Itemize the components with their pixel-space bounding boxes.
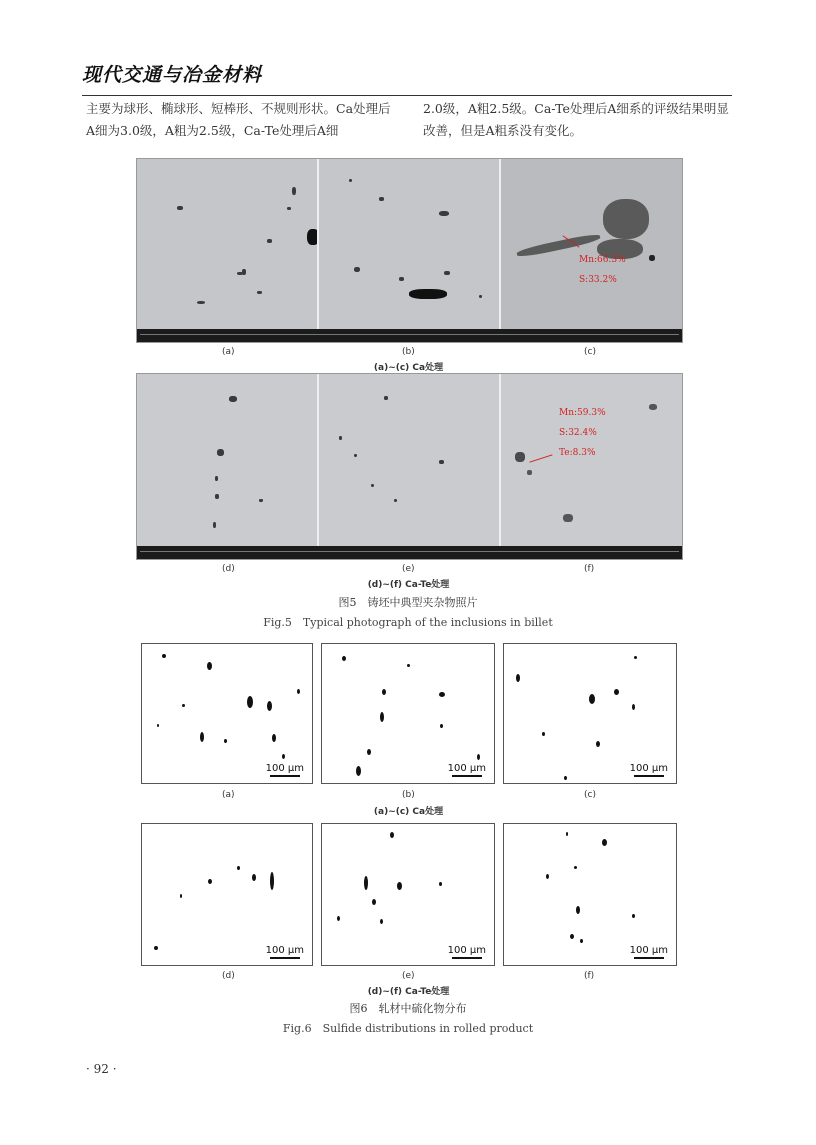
journal-title: 现代交通与冶金材料 — [82, 64, 263, 86]
fig5-f-s-annotation: S:32.4% — [559, 428, 597, 438]
body-column-left: 主要为球形、椭球形、短棒形、不规则形状。Ca处理后A细为3.0级，A粗为2.5级，Ca-Te处理后A细 — [86, 101, 391, 138]
fig5-panel-d — [137, 374, 318, 546]
fig5-row1-databar — [137, 329, 682, 342]
fig5-group-label-1: (a)~(c) Ca处理 — [373, 363, 444, 373]
fig5-caption-cn: 图5 铸坯中典型夹杂物照片 — [338, 596, 478, 609]
fig6-label-b: (b) — [402, 790, 415, 800]
fig6-label-d: (d) — [222, 971, 235, 981]
fig6-group-label-1: (a)~(c) Ca处理 — [373, 807, 444, 817]
fig5-panel-c — [501, 159, 682, 329]
header-rule — [82, 95, 732, 96]
fig5-label-e: (e) — [402, 564, 415, 574]
fig5-row1-sem-image — [136, 158, 683, 343]
fig6-e-scalebar: 100 μm — [448, 945, 486, 959]
body-column-right: 2.0级，A粗2.5级。Ca-Te处理后A细系的评级结果明显改善，但是A粗系没有变化。 — [423, 101, 729, 138]
fig5-caption-en: Fig.5 Typical photograph of the inclusions in billet — [263, 616, 553, 629]
fig5-label-d: (d) — [222, 564, 235, 574]
fig5-label-a: (a) — [222, 347, 235, 357]
fig6-label-a: (a) — [222, 790, 235, 800]
fig6-panel-f — [503, 823, 677, 966]
fig5-panel-e — [319, 374, 500, 546]
fig5-f-te-annotation: Te:8.3% — [559, 448, 596, 458]
fig5-f-arrow-icon — [529, 454, 552, 462]
fig6-label-f: (f) — [584, 971, 595, 981]
fig6-caption-en: Fig.6 Sulfide distributions in rolled product — [282, 1022, 534, 1035]
fig6-panel-e — [321, 823, 495, 966]
fig6-d-scalebar: 100 μm — [266, 945, 304, 959]
fig5-panel-f — [501, 374, 682, 546]
fig6-group-label-2: (d)~(f) Ca-Te处理 — [367, 987, 450, 997]
fig5-label-b: (b) — [402, 347, 415, 357]
fig5-c-mn-annotation: Mn:66.3% — [579, 255, 626, 265]
fig6-panel-c — [503, 643, 677, 784]
fig6-caption-cn: 图6 轧材中硫化物分布 — [349, 1002, 467, 1015]
fig5-group-label-2: (d)~(f) Ca-Te处理 — [367, 580, 450, 590]
fig6-c-scalebar: 100 μm — [630, 763, 668, 777]
fig5-panel-a — [137, 159, 318, 329]
fig6-panel-a — [141, 643, 313, 784]
fig5-f-mn-annotation: Mn:59.3% — [559, 408, 606, 418]
fig6-b-scalebar: 100 μm — [448, 763, 486, 777]
fig5-row2-sem-image — [136, 373, 683, 560]
fig5-row2-databar — [137, 546, 682, 559]
fig5-panel-b — [319, 159, 500, 329]
fig6-f-scalebar: 100 μm — [630, 945, 668, 959]
fig5-c-s-annotation: S:33.2% — [579, 275, 617, 285]
fig6-a-scalebar: 100 μm — [266, 763, 304, 777]
page-number: · 92 · — [86, 1062, 117, 1076]
fig5-label-c: (c) — [584, 347, 596, 357]
fig5-label-f: (f) — [584, 564, 595, 574]
fig6-label-e: (e) — [402, 971, 415, 981]
fig6-panel-d — [141, 823, 313, 966]
fig6-label-c: (c) — [584, 790, 596, 800]
fig6-panel-b — [321, 643, 495, 784]
